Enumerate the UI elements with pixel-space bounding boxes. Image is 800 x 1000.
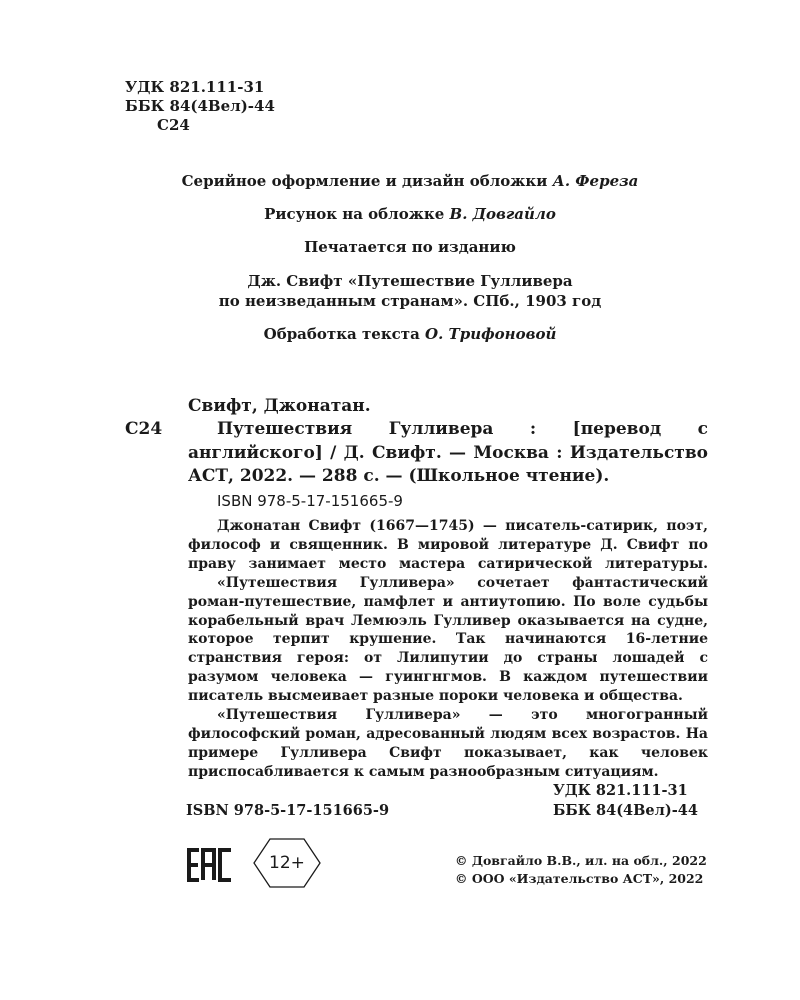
printed-from-label: Печатается по изданию: [304, 238, 516, 256]
eac-letter-a: [203, 850, 214, 880]
copyright-illustrator: © Довгайло В.В., ил. на обл., 2022: [455, 853, 707, 868]
source-edition-line-1: Дж. Свифт «Путешествие Гулливера: [247, 272, 573, 290]
udk-code: УДК 821.111-31: [125, 78, 265, 96]
text-editing-name: О. Трифоновой: [425, 325, 557, 343]
annotation-paragraph-3: «Путешествия Гулливера» — это многогранный философский роман, адресованный людям всех возрастов. На примере Гулливера Свифт показывает, как человек приспосабливается к самым разнообразным ситуациям.: [188, 707, 708, 780]
bbk-code: ББК 84(4Вел)-44: [125, 97, 275, 115]
catalog-bibliographic-record: Путешествия Гулливера : [перевод с английского] / Д. Свифт. — Москва : Издательство АСТ, 2022. — 288 с. — (Школьное чтение).: [188, 419, 708, 486]
eac-conformity-icon: [186, 846, 236, 884]
cover-art-label: Рисунок на обложке: [264, 205, 445, 223]
footer-bbk-code: ББК 84(4Вел)-44: [553, 802, 698, 819]
annotation-paragraph-2: «Путешествия Гулливера» сочетает фантастический роман-путешествие, памфлет и антиутопию. По воле судьбы корабельный врач Лемюэль Гулливер оказывается на судне, которое терпит крушение. Так начинаются 16-летние странствия героя: от Лилипутии до страны лошадей с разумом человека — гуингнгмов. В каждом путешествии писатель высмеивает разные пороки человека и общества.: [188, 574, 708, 705]
author-mark: С24: [157, 116, 190, 134]
series-design-name: А. Фереза: [552, 172, 639, 190]
source-edition-line-2: по неизведанным странам». СПб., 1903 год: [218, 292, 602, 310]
cover-art-name: В. Довгайло: [449, 205, 556, 223]
eac-letter-c: [220, 850, 231, 880]
text-editing-label: Обработка текста: [263, 325, 420, 343]
footer-isbn: ISBN 978-5-17-151665-9: [186, 802, 390, 819]
copyright-publisher: © ООО «Издательство АСТ», 2022: [455, 871, 704, 886]
catalog-mark: С24: [125, 419, 163, 439]
footer-udk-code: УДК 821.111-31: [553, 782, 688, 799]
series-design-label: Серийное оформление и дизайн обложки: [181, 172, 548, 190]
eac-letter-e: [189, 850, 199, 880]
series-design-credit: [0, 172, 800, 190]
catalog-author-heading: Свифт, Джонатан.: [188, 396, 371, 416]
cover-art-credit: [0, 205, 800, 223]
annotation: [188, 517, 708, 782]
age-rating-label: 12+: [269, 853, 305, 873]
text-editing-credit: [0, 325, 800, 343]
catalog-isbn: ISBN 978-5-17-151665-9: [217, 492, 403, 510]
annotation-paragraph-1: Джонатан Свифт (1667—1745) — писатель-сатирик, поэт, философ и священник. В мировой литературе Д. Свифт по праву занимает место мастера сатирической литературы.: [188, 518, 708, 572]
